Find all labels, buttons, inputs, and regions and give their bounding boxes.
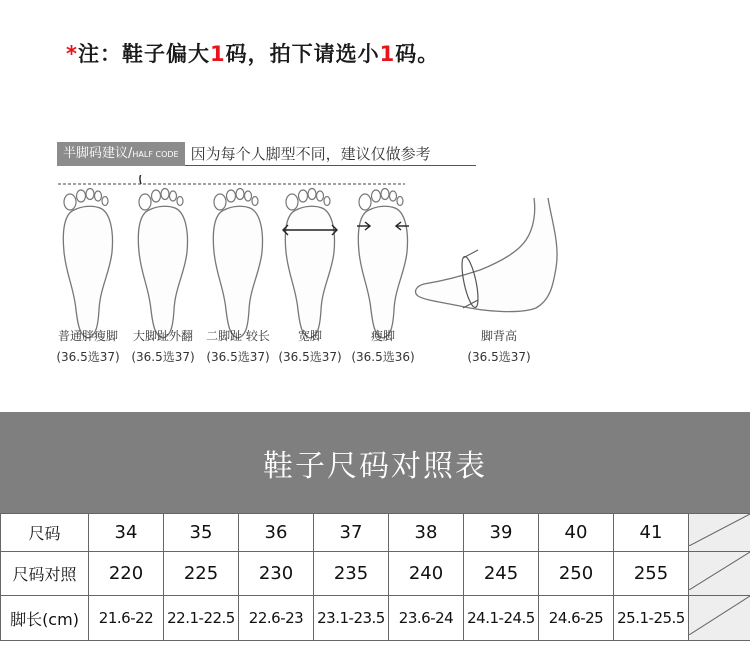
table-cell: 220 [89, 552, 164, 596]
table-cell: 37 [314, 514, 389, 552]
table-cell: 41 [614, 514, 689, 552]
caption-bunion-foot [120, 326, 206, 368]
table-cell: 34 [89, 514, 164, 552]
advice-text: 因为每个人脚型不同，建议仅做参考 [185, 142, 476, 166]
size-chart-table [0, 513, 750, 641]
notice-number-1: 1 [209, 42, 226, 66]
caption-size: (36.5选37) [206, 350, 270, 364]
caption-size: (36.5选36) [351, 350, 415, 364]
table-cell: 23.1-23.5 [314, 596, 389, 641]
table-cell: 36 [239, 514, 314, 552]
long-second-toe-drawing [213, 189, 262, 339]
size-notice [66, 38, 439, 68]
table-row [1, 552, 750, 596]
caption-narrow-foot [340, 326, 426, 368]
table-cell: 22.1-22.5 [164, 596, 239, 641]
notice-text-3: 码。 [395, 42, 440, 66]
table-cell: 21.6-22 [89, 596, 164, 641]
table-cell: 35 [164, 514, 239, 552]
size-chart-banner [0, 412, 750, 513]
caption-name: 大脚趾外翻 [132, 329, 193, 343]
caption-normal-foot [45, 326, 131, 368]
empty-cell [689, 514, 750, 552]
advice-label-main: 半脚码建议/ [63, 146, 133, 161]
advice-label [57, 142, 185, 166]
notice-number-2: 1 [379, 42, 396, 66]
caption-size: (36.5选37) [467, 350, 531, 364]
caption-size: (36.5选37) [56, 350, 120, 364]
advice-label-small: HALF CODE [132, 150, 179, 159]
caption-high-instep [456, 326, 542, 368]
table-cell: 23.6-24 [389, 596, 464, 641]
high-instep-foot-drawing [416, 198, 558, 312]
caption-name: 脚背高 [480, 329, 517, 343]
half-size-advice [57, 142, 476, 166]
row-header: 脚长(cm) [1, 596, 89, 641]
notice-text-1: 注：鞋子偏大 [77, 42, 210, 66]
bunion-foot-drawing [138, 175, 187, 338]
table-cell: 230 [239, 552, 314, 596]
table-cell: 22.6-23 [239, 596, 314, 641]
normal-foot-drawing [63, 189, 112, 339]
caption-name: 二脚趾 较长 [206, 329, 270, 343]
table-cell: 225 [164, 552, 239, 596]
caption-name: 瘦脚 [370, 329, 395, 343]
table-cell: 39 [464, 514, 539, 552]
table-cell: 25.1-25.5 [614, 596, 689, 641]
size-chart-title: 鞋子尺码对照表 [263, 448, 487, 484]
empty-cell [689, 552, 750, 596]
caption-size: (36.5选37) [278, 350, 342, 364]
notice-asterisk: * [66, 42, 78, 66]
caption-name: 普通胖瘦脚 [57, 329, 118, 343]
table-cell: 38 [389, 514, 464, 552]
table-cell: 240 [389, 552, 464, 596]
wide-foot-drawing [283, 189, 337, 339]
table-cell: 40 [539, 514, 614, 552]
table-row [1, 596, 750, 641]
row-header: 尺码对照 [1, 552, 89, 596]
table-cell: 250 [539, 552, 614, 596]
row-header: 尺码 [1, 514, 89, 552]
narrow-foot-drawing [357, 189, 409, 339]
table-cell: 255 [614, 552, 689, 596]
caption-name: 宽脚 [297, 329, 322, 343]
empty-cell [689, 596, 750, 641]
caption-size: (36.5选37) [131, 350, 195, 364]
table-cell: 245 [464, 552, 539, 596]
table-row [1, 514, 750, 552]
notice-text-2: 码，拍下请选小 [225, 42, 380, 66]
table-cell: 24.1-24.5 [464, 596, 539, 641]
table-cell: 24.6-25 [539, 596, 614, 641]
table-cell: 235 [314, 552, 389, 596]
